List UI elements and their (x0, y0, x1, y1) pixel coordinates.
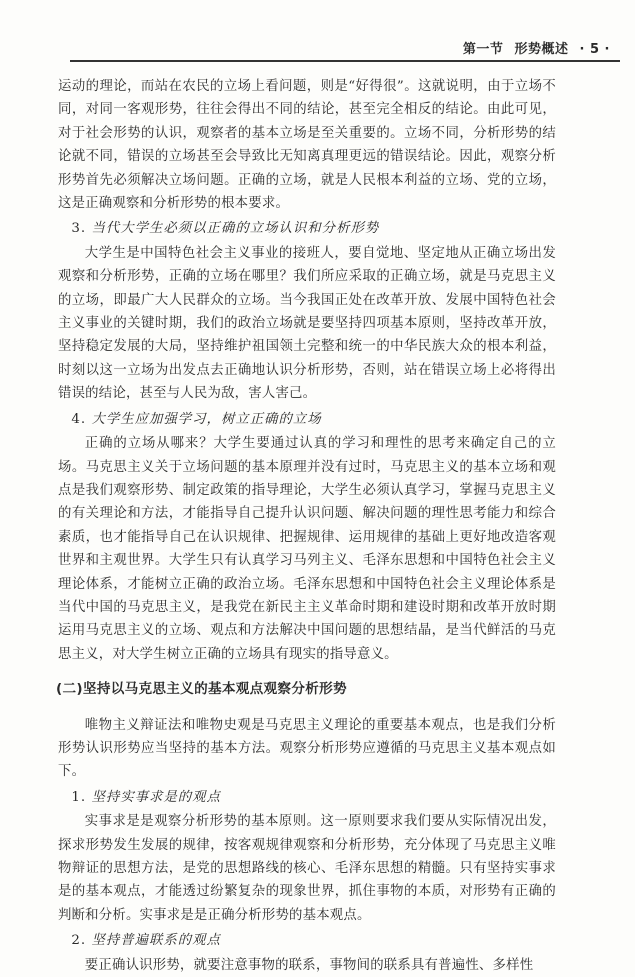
page-number: · 5 · (579, 42, 610, 57)
paragraph: 实事求是是观察分析形势的基本原则。这一原则要求我们要从实际情况出发，探求形势发生发展的规律，按客观规律观察和分析形势，充分体现了马克思主义唯物辩证的思想方法，是党的思想路线的核心、毛泽东思想的精髓。只有坚持实事求是的基本观点，才能透过纷繁复杂的现象世界，抓住事物的本质，对形势有正确的判断和分析。实事求是是正确分析形势的基本观点。 (58, 814, 556, 923)
paragraph: 运动的理论，而站在农民的立场上看问题，则是“好得很”。这就说明，由于立场不同，对同一客观形势，往往会得出不同的结论，甚至完全相反的结论。由此可见，对于社会形势的认识，观察者的基本立场是至关重要的。立场不同，分析形势的结论就不同，错误的立场甚至会导致比无知离真理更远的错误结论。因此，观察分析形势首先必须解决立场问题。正确的立场，就是人民根本利益的立场、党的立场，这是正确观察和分析形势的根本要求。 (58, 79, 556, 212)
subheading-text: 坚持普遍联系的观点 (91, 933, 221, 949)
section-heading: (二)坚持以马克思主义的基本观点观察分析形势 (56, 681, 347, 698)
paragraph: 大学生是中国特色社会主义事业的接班人，要自觉地、坚定地从正确立场出发观察和分析形势，正确的立场在哪里？我们所应采取的正确立场，就是马克思主义的立场，即最广大人民群众的立场。当今我国正处在改革开放、发展中国特色社会主义事业的关键时期，我们的政治立场就是要坚持四项基本原则，坚持改革开放，坚持稳定发展的大局，坚持维护祖国领土完整和统一的中华民族大众的根本利益，时刻以这一立场为出发点去正确地认识分析形势，否则，站在错误立场上必将得出错误的结论，甚至与人民为敌，害人害己。 (58, 245, 556, 402)
paragraph: 要正确认识形势，就要注意事物的联系，事物间的联系具有普遍性、多样性 (84, 957, 534, 973)
header-section: 第一节 (462, 42, 504, 57)
header-title: 形势概述 (514, 42, 569, 57)
subheading (58, 786, 556, 809)
subheading (58, 929, 556, 952)
paragraph: 唯物主义辩证法和唯物史观是马克思主义理论的重要基本观点，也是我们分析形势认识形势应当坚持的基本方法。观察分析形势应遵循的马克思主义基本观点如下。 (58, 717, 556, 780)
subheading-number: 2. (71, 933, 87, 949)
subheading (58, 408, 556, 431)
subheading-number: 1. (71, 789, 87, 805)
paragraph: 正确的立场从哪来？大学生要通过认真的学习和理性的思考来确定自己的立场。马克思主义关于立场问题的基本原理并没有过时，马克思主义的基本立场和观点是我们观察形势、制定政策的指导理论，大学生必须认真学习，掌握马克思主义的有关理论和方法，才能指导自己提升认识问题、解决问题的理性思考能力和综合素质，也才能指导自己在认识规律、把握规律、运用规律的基础上更好地改造客观世界和主观世界。大学生只有认真学习马列主义、毛泽东思想和中国特色社会主义理论体系，才能树立正确的政治立场。毛泽东思想和中国特色社会主义理论体系是当代中国的马克思主义，是我党在新民主主义革命时期和建设时期和改革开放时期运用马克思主义的立场、观点和方法解决中国问题的思想结晶，是当代鲜活的马克思主义，对大学生树立正确的立场具有现实的指导意义。 (58, 436, 556, 662)
subheading-text: 大学生应加强学习，树立正确的立场 (91, 411, 322, 427)
subheading-text: 坚持实事求是的观点 (91, 789, 221, 805)
page-body (58, 75, 556, 977)
header-rule (70, 60, 620, 62)
subheading-text: 当代大学生必须以正确的立场认识和分析形势 (91, 221, 380, 237)
header-text (457, 38, 610, 57)
running-header (70, 36, 620, 62)
subheading (58, 217, 556, 240)
subheading-number: 3. (71, 221, 87, 237)
subheading-number: 4. (71, 411, 87, 427)
